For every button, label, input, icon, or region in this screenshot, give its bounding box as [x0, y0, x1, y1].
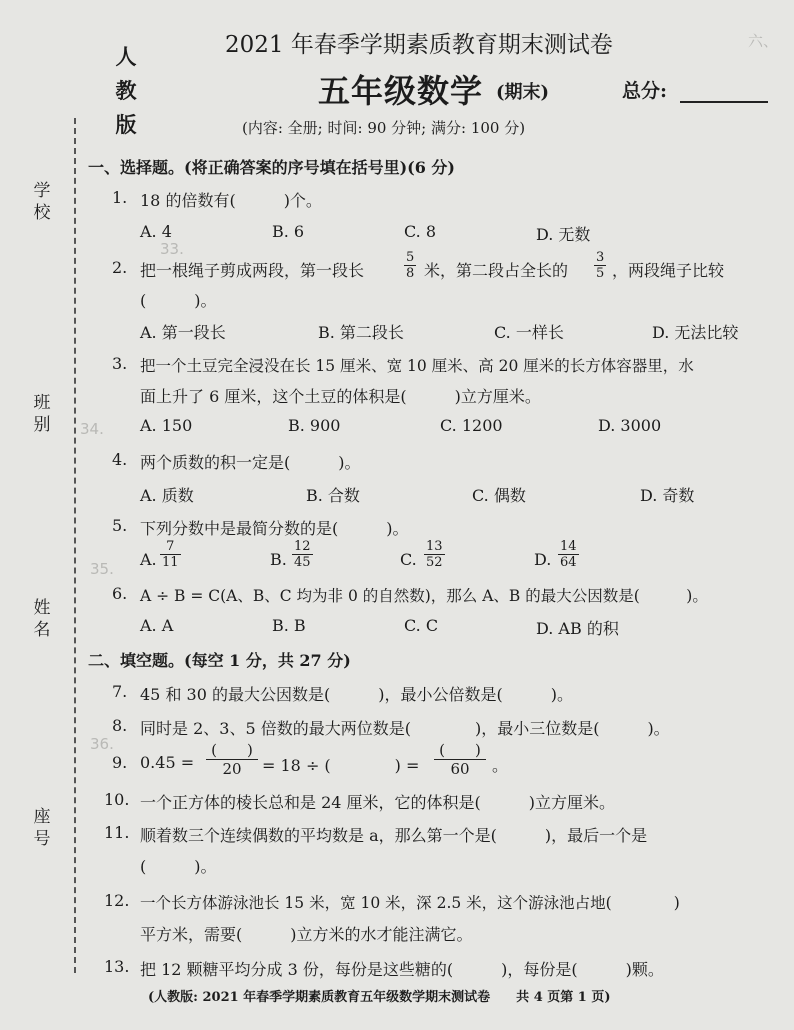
question-text: A ÷ B = C(A、B、C 均为非 0 的自然数)，那么 A、B 的最大公因数是( )。	[140, 587, 708, 605]
subject-title: 五年级数学	[318, 72, 484, 110]
option-a[interactable]: A. A	[140, 616, 174, 635]
answer-blank[interactable]: ( )。	[140, 857, 217, 876]
page-footer: (人教版: 2021 年春季学期素质教育五年级数学期末测试卷 共 4 页第 1 页)	[148, 990, 611, 1005]
exam-title: 2021 年春季学期素质教育期末测试卷	[225, 32, 613, 58]
total-score-blank[interactable]	[680, 101, 768, 103]
question-number: 7.	[112, 682, 128, 701]
fraction: $\frac{7}{11}$	[162, 539, 179, 570]
binding-dashed-line	[74, 118, 76, 973]
question-number: 11.	[104, 823, 130, 842]
option-a[interactable]: A. 150	[140, 416, 193, 435]
question-text: 把 12 颗糖平均分成 3 份，每份是这些糖的( )，每份是( )颗。	[140, 960, 664, 979]
fraction: $\frac{3}{5}$	[596, 250, 605, 281]
question-number: 6.	[112, 584, 128, 603]
option-a[interactable]: A.	[140, 550, 157, 569]
question-text: ，两段绳子比较	[612, 261, 725, 280]
school-label: 学校	[33, 181, 51, 223]
question-text: 45 和 30 的最大公因数是( )，最小公倍数是( )。	[140, 685, 573, 704]
question-number: 8.	[112, 716, 128, 735]
subject-subtitle: (期末)	[496, 82, 550, 103]
option-b[interactable]: B. 900	[288, 416, 341, 435]
exam-info: (内容: 全册; 时间: 90 分钟; 满分: 100 分)	[242, 119, 526, 137]
question-number: 9.	[112, 753, 128, 772]
option-d[interactable]: D. AB 的积	[536, 619, 619, 638]
question-number: 3.	[112, 354, 128, 373]
option-d[interactable]: D. 3000	[598, 416, 662, 435]
name-label: 姓名	[33, 598, 51, 640]
option-d[interactable]: D.	[534, 550, 552, 569]
question-text: 顺着数三个连续偶数的平均数是 a，那么第一个是( )，最后一个是	[140, 826, 648, 845]
option-a[interactable]: A. 4	[140, 222, 172, 241]
option-b[interactable]: B.	[270, 550, 287, 569]
option-d[interactable]: D. 无法比较	[652, 323, 739, 342]
question-text: 同时是 2、3、5 倍数的最大两位数是( )，最小三位数是( )。	[140, 719, 670, 738]
bleed-through-text: 36.	[90, 735, 114, 753]
option-b[interactable]: B. 合数	[306, 486, 360, 505]
question-text: 一个长方体游泳池长 15 米，宽 10 米，深 2.5 米，这个游泳池占地( )	[140, 894, 680, 912]
answer-blank[interactable]: ( )。	[140, 291, 217, 310]
fraction: $\frac{14}{64}$	[560, 539, 577, 570]
option-c[interactable]: C. 一样长	[494, 323, 564, 342]
question-text: 18 的倍数有( )个。	[140, 191, 322, 210]
option-c[interactable]: C. C	[404, 616, 439, 635]
question-text: 0.45 =	[140, 753, 195, 772]
bleed-through-text: 六、	[748, 32, 779, 50]
fraction-blank[interactable]: ( ) 20	[206, 741, 258, 778]
option-b[interactable]: B. 第二段长	[318, 323, 404, 342]
total-score-label: 总分:	[622, 80, 668, 102]
question-text: 把一个土豆完全浸没在长 15 厘米、宽 10 厘米、高 20 厘米的长方体容器里，水	[140, 357, 694, 375]
question-number: 2.	[112, 258, 128, 277]
question-text: 一个正方体的棱长总和是 24 厘米，它的体积是( )立方厘米。	[140, 793, 616, 812]
question-text: 平方米，需要( )立方米的水才能注满它。	[140, 925, 473, 944]
question-number: 10.	[104, 790, 130, 809]
publisher-vertical-label: 人教版	[115, 44, 137, 137]
option-c[interactable]: C. 8	[404, 222, 437, 241]
question-number: 5.	[112, 516, 128, 535]
section-heading-choice: 一、选择题。(将正确答案的序号填在括号里)(6 分)	[88, 158, 455, 177]
option-a[interactable]: A. 质数	[140, 486, 194, 505]
question-number: 12.	[104, 891, 130, 910]
option-d[interactable]: D. 无数	[536, 225, 591, 244]
option-c[interactable]: C.	[400, 550, 417, 569]
seat-label: 座号	[33, 807, 51, 849]
question-text: 。	[492, 756, 509, 775]
section-heading-fill: 二、填空题。(每空 1 分，共 27 分)	[88, 651, 351, 670]
option-a[interactable]: A. 第一段长	[140, 323, 226, 342]
question-text: 把一根绳子剪成两段，第一段长	[140, 261, 365, 280]
bleed-through-text: 35.	[90, 560, 114, 578]
option-b[interactable]: B. B	[272, 616, 306, 635]
fraction: $\frac{13}{52}$	[426, 539, 443, 570]
question-text: 面上升了 6 厘米，这个土豆的体积是( )立方厘米。	[140, 387, 541, 406]
option-c[interactable]: C. 偶数	[472, 486, 526, 505]
fraction: $\frac{5}{8}$	[406, 250, 415, 281]
question-number: 13.	[104, 957, 130, 976]
fraction: $\frac{12}{45}$	[294, 539, 311, 570]
question-number: 1.	[112, 188, 128, 207]
question-text: 米，第二段占全长的	[424, 261, 569, 280]
option-b[interactable]: B. 6	[272, 222, 305, 241]
option-d[interactable]: D. 奇数	[640, 486, 695, 505]
question-text: 下列分数中是最简分数的是( )。	[140, 519, 409, 538]
question-number: 4.	[112, 450, 128, 469]
bleed-through-text: 33.	[160, 240, 184, 258]
question-text: = 18 ÷ ( ) =	[262, 756, 420, 775]
question-text: 两个质数的积一定是( )。	[140, 453, 361, 472]
option-c[interactable]: C. 1200	[440, 416, 503, 435]
class-label: 班别	[33, 393, 51, 435]
fraction-blank[interactable]: ( ) 60	[434, 741, 486, 778]
bleed-through-text: 34.	[80, 420, 104, 438]
